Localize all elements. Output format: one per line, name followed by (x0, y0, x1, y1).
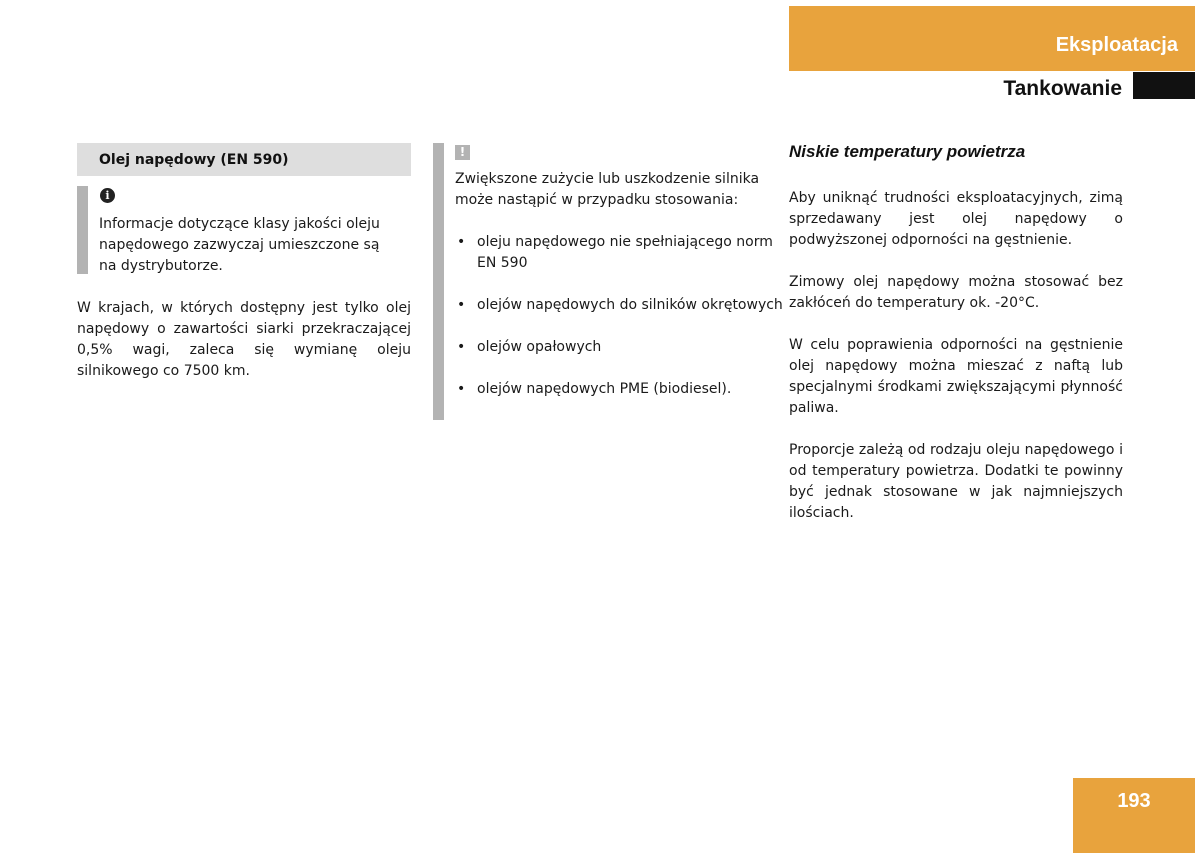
list-item: • olejów napędowych do silników okrętowych (455, 295, 785, 316)
list-item: • olejów napędowych PME (biodiesel). (455, 379, 785, 400)
subsection-marker-bar (1133, 72, 1195, 99)
exclamation-icon: ! (455, 145, 470, 160)
info-icon: i (100, 188, 115, 203)
page-number: 193 (1117, 790, 1151, 812)
low-temperature-heading: Niskie temperatury powietrza (789, 142, 1026, 161)
paragraph: W celu poprawienia odporności na gęstnienie olej napędowy można mieszać z naftą lub specjalnymi środkami zwiększającymi płynność paliwa. (789, 337, 1123, 416)
list-item: • olejów opałowych (455, 337, 785, 358)
warning-list (455, 232, 785, 421)
paragraph: Zimowy olej napędowy można stosować bez zakłóceń do temperatury ok. -20°C. (789, 274, 1123, 311)
paragraph: Proporcje zależą od rodzaju oleju napędowego i od temperatury powietrza. Dodatki te powinny być jednak stosowane w jak najmniejszych ilościach. (789, 442, 1123, 521)
info-note-text: Informacje dotyczące klasy jakości oleju napędowego zazwyczaj umieszczone są na dystrybutorze. (99, 216, 380, 274)
diesel-heading: Olej napędowy (EN 590) (99, 151, 289, 168)
warning-intro: Zwiększone zużycie lub uszkodzenie silnika może nastąpić w przypadku stosowania: (455, 171, 760, 208)
diesel-heading-box (77, 143, 411, 176)
warning-side-bar (433, 143, 444, 420)
section-title: Eksploatacja (1055, 34, 1178, 56)
section-tab (789, 6, 1195, 71)
subsection-title: Tankowanie (1003, 77, 1122, 100)
low-temperature-section (789, 188, 1123, 545)
sulfur-paragraph: W krajach, w których dostępny jest tylko olej napędowy o zawartości siarki przekraczającej 0,5% wagi, zaleca się wymianę oleju silnikowego co 7500 km. (77, 300, 411, 379)
paragraph: Aby uniknąć trudności eksploatacyjnych, zimą sprzedawany jest olej napędowy o podwyższonej odporności na gęstnienie. (789, 190, 1123, 248)
list-item: • oleju napędowego nie spełniającego norm EN 590 (455, 232, 785, 274)
info-side-bar (77, 186, 88, 274)
page-number-box (1073, 778, 1195, 853)
